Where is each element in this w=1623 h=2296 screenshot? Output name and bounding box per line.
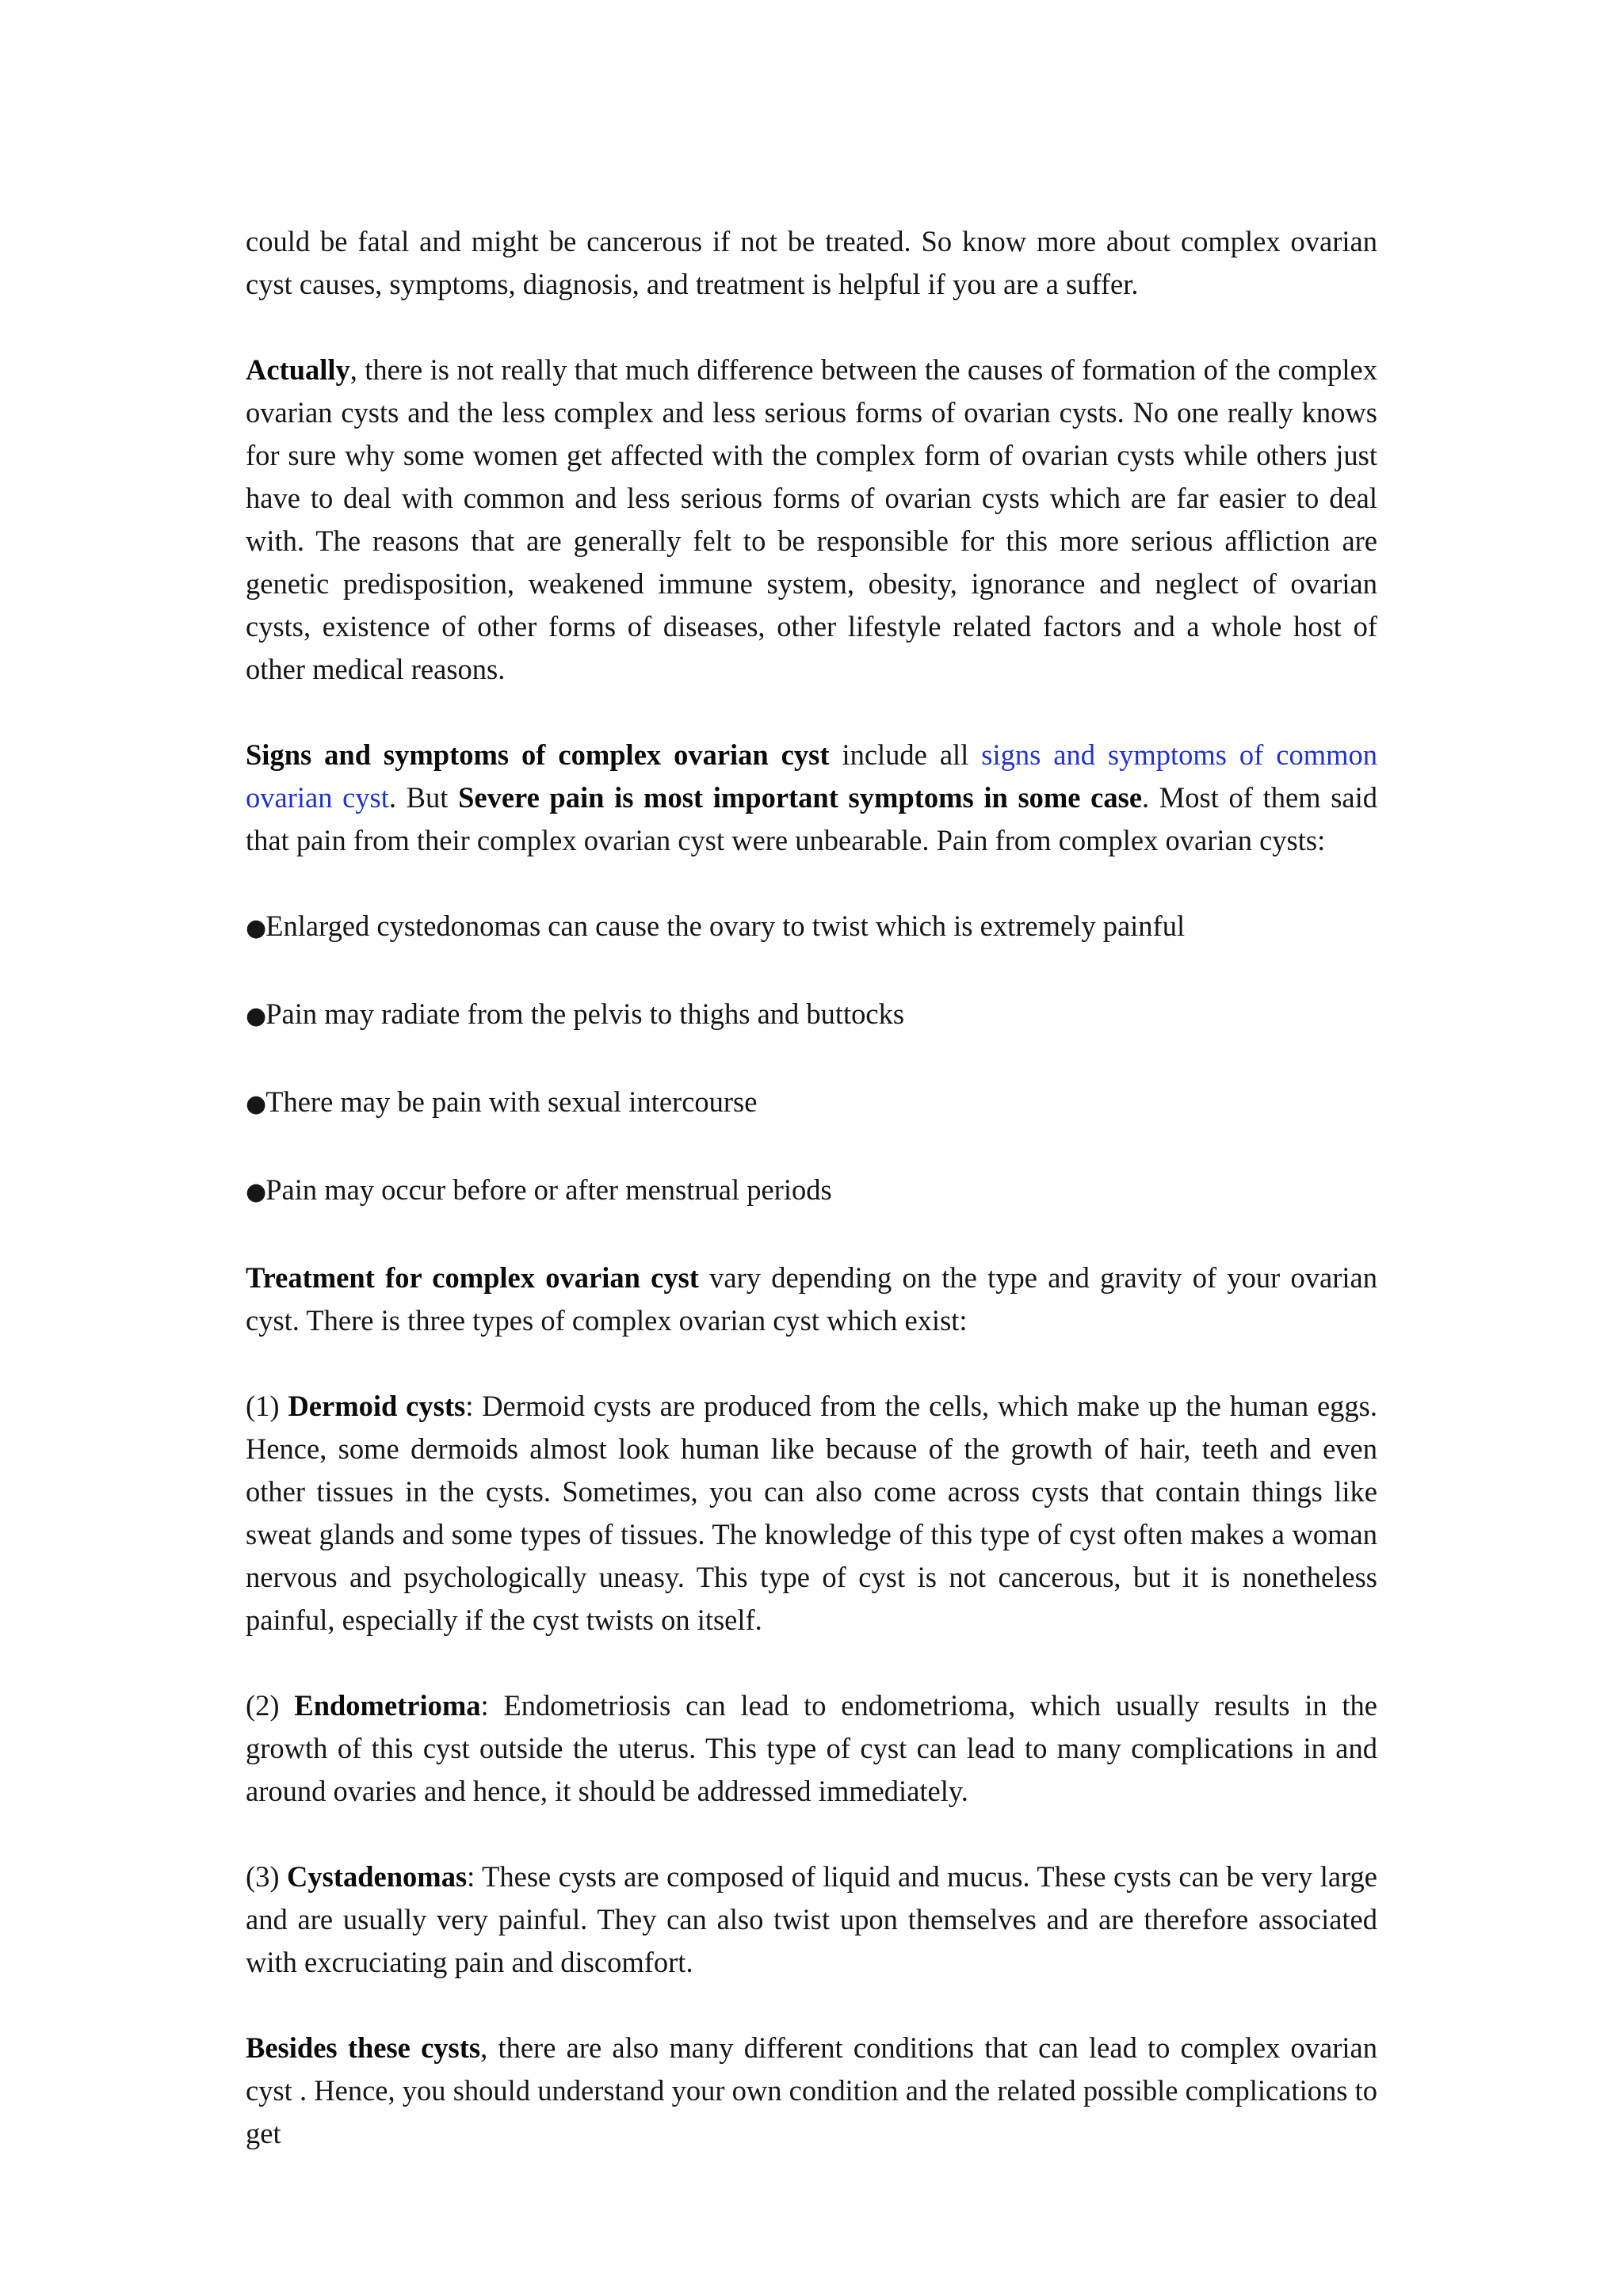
severe-pain-emphasis: Severe pain is most important symptoms in some case: [458, 781, 1143, 814]
symptoms-heading: Signs and symptoms of complex ovarian cyst: [246, 738, 830, 771]
symptoms-text-1: include all: [829, 738, 982, 771]
common-cyst-symptoms-link[interactable]: signs and symptoms of common ovarian cyst: [246, 738, 1377, 814]
endometrioma-heading: Endometrioma: [294, 1689, 481, 1722]
dermoid-paragraph: [246, 1385, 1377, 1642]
bullet-text: Pain may occur before or after menstrual periods: [265, 1173, 832, 1206]
cystadenomas-paragraph: [246, 1855, 1377, 1984]
treatment-heading: Treatment for complex ovarian cyst: [246, 1261, 699, 1294]
endometrioma-paragraph: [246, 1684, 1377, 1813]
bullet-icon: ●: [246, 1090, 266, 1118]
cystadenomas-heading: Cystadenomas: [287, 1860, 468, 1893]
causes-paragraph: [246, 349, 1377, 691]
causes-text: , there is not really that much difference between the causes of formation of the complex ovarian cysts and the less complex and less serious forms of ovarian cysts. No one really knows for sure why some women get affected with the complex form of ovarian cysts while others just have to deal with common and less serious forms of ovarian cysts which are far easier to deal with. The reasons that are generally felt to be responsible for this more serious affliction are genetic predisposition, weakened immune system, obesity, ignorance and neglect of ovarian cysts, existence of other forms of diseases, other lifestyle related factors and a whole host of other medical reasons.: [246, 353, 1377, 685]
list-item: [246, 1169, 1377, 1214]
endometrioma-text: : Endometriosis can lead to endometrioma, which usually results in the growth of this cyst outside the uterus. This type of cyst can lead to many complications in and around ovaries and hence, it should be addressed immediately.: [246, 1689, 1377, 1807]
cystadenomas-text: : These cysts are composed of liquid and mucus. These cysts can be very large and are usually very painful. They can also twist upon themselves and are therefore associated with excruciating pain and discomfort.: [246, 1860, 1378, 1978]
list-item: [246, 993, 1377, 1038]
bullet-text: Enlarged cystedonomas can cause the ovary to twist which is extremely painful: [265, 910, 1186, 942]
bullet-icon: ●: [246, 1178, 266, 1206]
dermoid-number: (1): [246, 1390, 288, 1422]
list-item: [246, 905, 1377, 950]
bullet-text: There may be pain with sexual intercourse: [265, 1085, 758, 1118]
intro-text: could be fatal and might be cancerous if not be treated. So know more about complex ovarian cyst causes, symptoms, diagnosis, and treatment is helpful if you are a suffer.: [246, 225, 1377, 300]
dermoid-heading: Dermoid cysts: [288, 1390, 466, 1422]
list-item: [246, 1081, 1377, 1126]
endometrioma-number: (2): [246, 1689, 295, 1722]
symptoms-text-2: . But: [388, 781, 459, 814]
cystadenomas-number: (3): [246, 1860, 288, 1893]
dermoid-text: : Dermoid cysts are produced from the cells, which make up the human eggs. Hence, some dermoids almost look human like because of the growth of hair, teeth and even other tissues in the cysts. Sometimes, you can also come across cysts that contain things like sweat glands and some types of tissues. The knowledge of this type of cyst often makes a woman nervous and psychologically uneasy. This type of cyst is not cancerous, but it is nonetheless painful, especially if the cyst twists on itself.: [246, 1390, 1378, 1636]
besides-text: , there are also many different conditions that can lead to complex ovarian cyst . Hence, you should understand your own condition and the related possible complications to get: [246, 2031, 1377, 2149]
causes-lead: Actually: [246, 353, 350, 386]
treatment-text: vary depending on the type and gravity of your ovarian cyst. There is three types of complex ovarian cyst which exist:: [246, 1261, 1377, 1337]
bullet-text: Pain may radiate from the pelvis to thighs and buttocks: [265, 997, 905, 1030]
document-body: [246, 220, 1377, 2155]
bullet-icon: ●: [246, 1002, 266, 1030]
besides-paragraph: [246, 2027, 1377, 2155]
besides-lead: Besides these cysts: [246, 2031, 481, 2064]
symptoms-paragraph: [246, 734, 1377, 862]
symptoms-text-3: . Most of them said that pain from their complex ovarian cyst were unbearable. Pain from complex ovarian cysts:: [246, 781, 1377, 856]
bullet-icon: ●: [246, 914, 266, 942]
treatment-paragraph: [246, 1257, 1377, 1342]
intro-paragraph: [246, 220, 1377, 306]
